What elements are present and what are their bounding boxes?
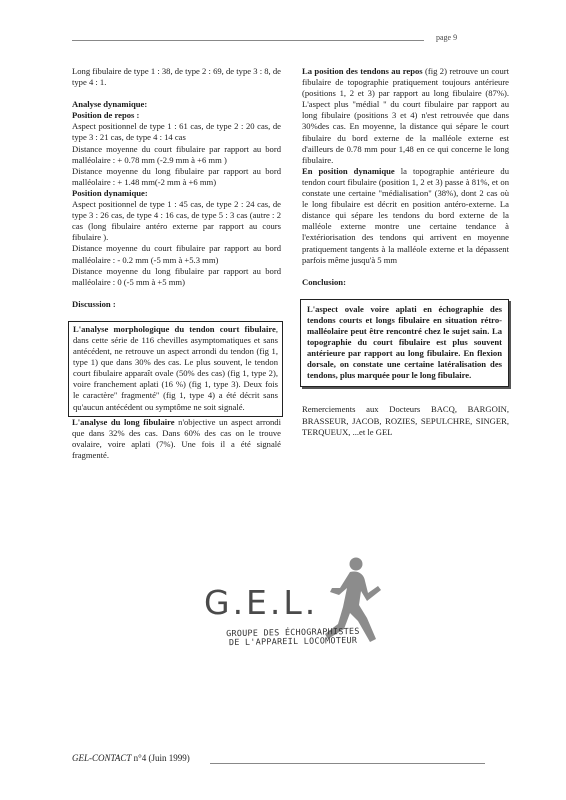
conclusion-title: Conclusion: bbox=[302, 276, 346, 287]
rest-distance-short: Distance moyenne du court fibulaire par rapport au bord malléolaire : + 0.78 mm (-2.9 mm à +6 mm ) bbox=[72, 143, 281, 165]
conclusion-box bbox=[300, 299, 509, 388]
long-fibular-text: n'objective un aspect arrondi que dans 32% des cas. Dans 60% des cas on le trouve ovalaire, voire aplati (7%). Une fois il a été signalé fragmenté. bbox=[72, 416, 281, 460]
dynamic-distance-long: Distance moyenne du long fibulaire par rapport au bord malléolaire : 0 (-5 mm à +5 mm) bbox=[72, 265, 281, 287]
discussion-paragraph bbox=[73, 324, 278, 413]
analysis-title: Analyse dynamique: bbox=[72, 99, 148, 110]
rest-position-title: Position de repos : bbox=[72, 110, 140, 121]
rest-aspect: Aspect positionnel de type 1 : 61 cas, de type 2 : 20 cas, de type 3 : 21 cas, de type 4 : 14 cas bbox=[72, 121, 281, 143]
page-number: page 9 bbox=[436, 33, 458, 42]
discussion-lead: L'analyse morphologique du tendon court fibulaire bbox=[73, 323, 276, 334]
gel-subtitle-line-2: DE L'APPAREIL LOCOMOTEUR bbox=[228, 634, 358, 648]
tendon-rest-paragraph bbox=[302, 66, 509, 166]
tendon-rest-lead: La position des tendons au repos bbox=[302, 66, 423, 76]
long-fibular-paragraph bbox=[72, 417, 281, 461]
issue-date: (Juin 1999) bbox=[148, 753, 190, 763]
conclusion-text: L'aspect ovale voire aplati en échographie des tendons courts et longs fibulaire en situation rétro-malléolaire peut être rencontré chez le sujet sain. La topographie du court fibulaire est plus souvent antérieure par rapport au long fibulaire. En flexion dorsale, on constate une certaine latéralisation des tendons, plus marquée pour le long fibulaire. bbox=[307, 303, 502, 381]
gel-logo-text: G.E.L. bbox=[204, 583, 319, 622]
discussion-text: , dans cette série de 116 chevilles asymptomatiques et sans antécédent, ne retrouve un aspect arrondi du tendon (fig 1, type 1) que dans 30% des cas. Le plus souvent, le tendon court fibulaire apparaît ovale (50% des cas) (fig 1, type 2), voire franchement aplati (16 %) (fig 1, type 3). Deux fois le caractère" fragmenté" (fig 1, type 4) a été décrit sans qu'aucun antécédent ou symptôme ne soit signalé. bbox=[73, 323, 278, 412]
type-counts-paragraph: Long fibulaire de type 1 : 38, de type 2 : 69, de type 3 : 8, de type 4 : 1. bbox=[72, 66, 281, 88]
rest-distance-long: Distance moyenne du long fibulaire par rapport au bord malléolaire : + 1.48 mm(-2 mm à +6 mm) bbox=[72, 165, 281, 187]
gel-subtitle-line-1: GROUPE DES ÉCHOGRAPHISTES bbox=[226, 625, 360, 639]
long-fibular-lead: L'analyse du long fibulaire bbox=[72, 416, 175, 427]
header-rule bbox=[72, 40, 424, 41]
tendon-dynamic-text: la topographie antérieure du tendon court fibulaire (position 1, 2 et 3) passe à 81%, et on constate une certaine "médialisation" (38%), dont 2 cas où le long fibulaire est décrit en position antéro-externe. La distance qui sépare les tendons du bord externe de la malléole externe montre une certaine tendance à l'extériorisation des tendons qui arrivent en moyenne pratiquement tangents à la malléole externe et la dépassent parfois même jusqu'à 5 mm bbox=[302, 165, 509, 265]
journal-name: GEL-CONTACT bbox=[72, 753, 132, 763]
gel-logo bbox=[190, 555, 390, 655]
tendon-rest-text: (fig 2) retrouve un court fibulaire de topographie pratiquement toujours antérieure (positions 1, 2 et 3) par rapport au long fibulaire (87%). L'aspect plus "médial " du court fibulaire par rapport au long fibulaire (positions 3 et 4) n'est retrouvée que dans 30%des cas. En moyenne, la distance qui sépare le court fibulaire du bord externe de la malléole externe est d'ailleurs de 0.78 mm pour 1,48 en ce qui concerne le long fibulaire. bbox=[302, 66, 509, 165]
discussion-title: Discussion : bbox=[72, 298, 116, 309]
dynamic-position-title: Position dynamique: bbox=[72, 187, 148, 198]
dynamic-distance-short: Distance moyenne du court fibulaire par rapport au bord malléolaire : - 0.2 mm (-5 mm à +5.3 mm) bbox=[72, 243, 281, 265]
gel-logo-subtitle bbox=[208, 627, 378, 648]
issue-number: n°4 bbox=[133, 753, 147, 763]
footer-rule bbox=[210, 763, 485, 764]
discussion-box bbox=[68, 321, 283, 417]
dynamic-aspect: Aspect positionnel de type 1 : 45 cas, de type 2 : 24 cas, de type 3 : 26 cas, de type 4 : 16 cas, de type 5 : 3 cas (autre : 2 cas (long fibulaire antéro externe par rapport au cours fibulaire ). bbox=[72, 199, 281, 243]
tendon-dynamic-lead: En position dynamique bbox=[302, 165, 395, 176]
acknowledgements: Remerciements aux Docteurs BACQ, BARGOIN, BRASSEUR, JACOB, ROZIES, SEPULCHRE, SINGER, TERQUEUX, ...et le GEL bbox=[302, 404, 509, 437]
right-column bbox=[302, 66, 509, 438]
footer-label bbox=[72, 753, 190, 763]
tendon-dynamic-paragraph bbox=[302, 166, 509, 266]
left-column bbox=[72, 66, 281, 461]
